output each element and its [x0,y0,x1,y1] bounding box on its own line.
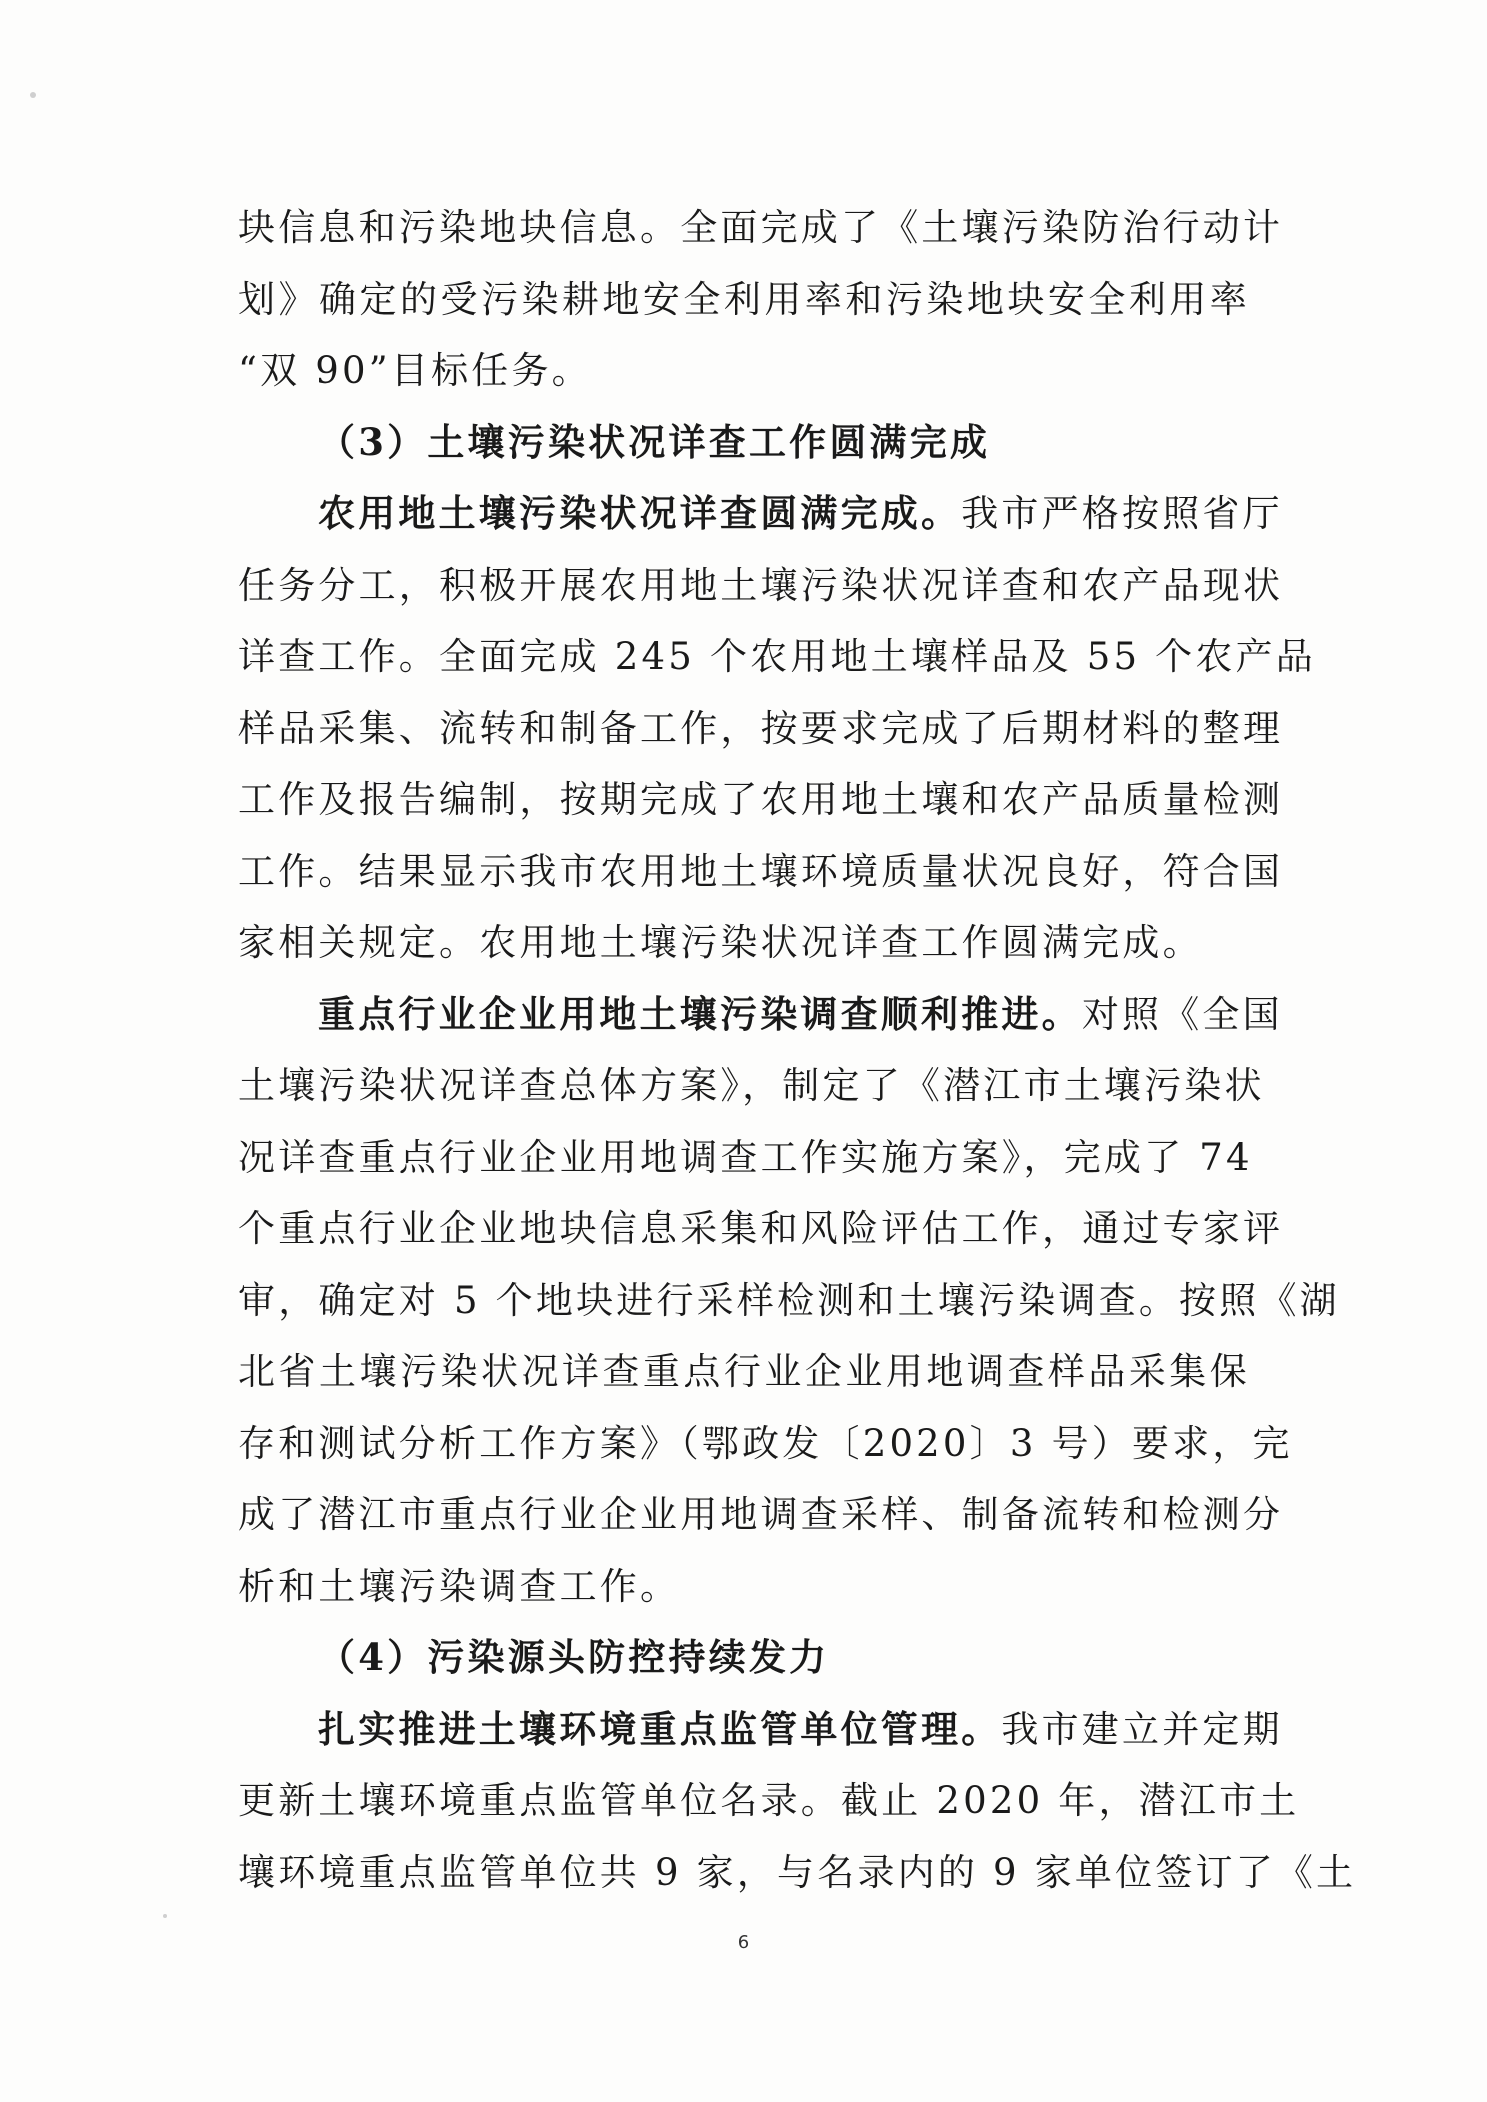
paragraph-lead-bold: 农用地土壤污染状况详查圆满完成。 [318,491,962,535]
paragraph-line: 任务分工，积极开展农用地土壤污染状况详查和农产品现状 [238,563,1284,607]
paragraph-lead-line [238,478,1283,550]
paragraph-line: 工作及报告编制，按期完成了农用地土壤和农产品质量检测 [238,778,1284,821]
paragraph-line: 更新土壤环境重点监管单位名录。截止 2020 年，潜江市土 [238,1779,1300,1822]
paragraph-lead-bold: 扎实推进土壤环境重点监管单位管理。 [318,1706,1002,1751]
scan-speck [30,92,36,98]
paragraph-lead-text: 对照《全国 [1081,992,1283,1036]
paragraph-line: 壤环境重点监管单位共 9 家，与名录内的 9 家单位签订了《土 [238,1850,1357,1894]
paragraph-line: 个重点行业企业地块信息采集和风险评估工作，通过专家评 [238,1207,1284,1250]
paragraph-line: 土壤污染状况详查总体方案》，制定了《潜江市土壤污染状 [238,1064,1265,1107]
paragraph-line: 划》确定的受污染耕地安全利用率和污染地块安全利用率 [238,277,1250,321]
paragraph-line: 工作。结果显示我市农用地土壤环境质量状况良好，符合国 [238,849,1284,893]
section-heading-text: （3）土壤污染状况详查工作圆满完成 [318,419,991,464]
paragraph-line: 况详查重点行业企业用地调查工作实施方案》，完成了 74 [238,1135,1253,1179]
paragraph-line: 详查工作。全面完成 245 个农用地土壤样品及 55 个农产品 [238,635,1316,678]
paragraph-lead-line [238,1694,1283,1766]
document-body [238,192,1357,1908]
section-heading [238,1622,1250,1694]
paragraph-last-line: 家相关规定。农用地土壤污染状况详查工作圆满完成。 [238,921,1203,964]
section-heading [238,407,1250,479]
paragraph-line: 北省土壤污染状况详查重点行业企业用地调查样品采集保 [238,1350,1250,1393]
paragraph-line: 块信息和污染地块信息。全面完成了《土壤污染防治行动计 [238,206,1284,249]
paragraph-last-line: 析和土壤污染调查工作。 [238,1564,681,1608]
section-heading-text: （4）污染源头防控持续发力 [318,1635,830,1679]
page-number: 6 [737,1932,750,1953]
paragraph-last-line: “双 90”目标任务。 [238,349,592,392]
paragraph-line: 审，确定对 5 个地块进行采样检测和土壤污染调查。按照《湖 [238,1278,1340,1322]
scan-speck [163,1914,167,1918]
paragraph-line: 存和测试分析工作方案》（鄂政发〔2020〕3 号）要求，完 [238,1421,1293,1465]
paragraph-lead-text: 我市建立并定期 [1001,1707,1283,1751]
paragraph-lead-text: 我市严格按照省厅 [961,492,1283,535]
paragraph-lead-line [238,979,1283,1051]
paragraph-line: 成了潜江市重点行业企业用地调查采样、制备流转和检测分 [238,1493,1284,1536]
paragraph-line: 样品采集、流转和制备工作，按要求完成了后期材料的整理 [238,706,1284,750]
paragraph-lead-bold: 重点行业企业用地土壤污染调查顺利推进。 [318,991,1082,1036]
